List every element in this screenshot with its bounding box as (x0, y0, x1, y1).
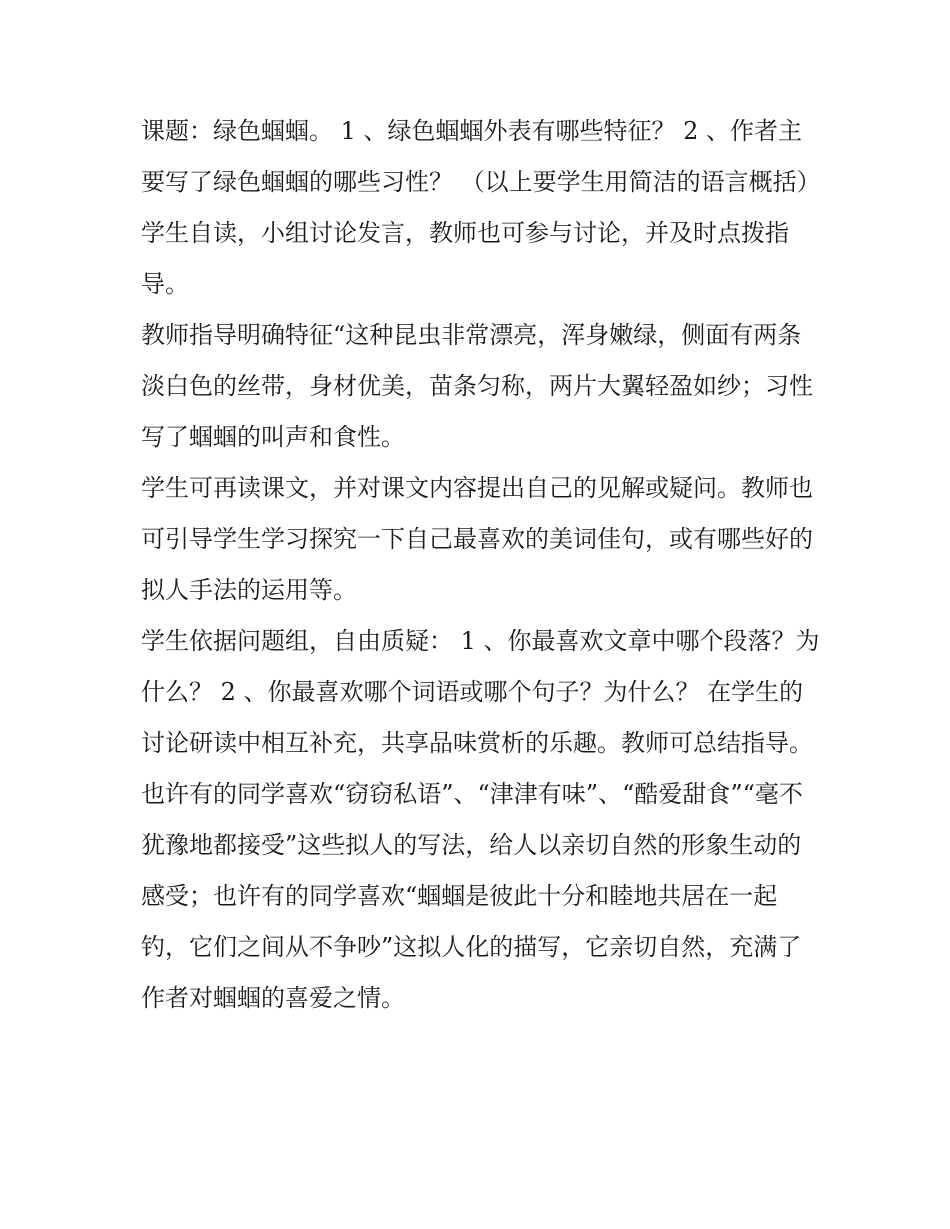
paragraph-self-reading: 学生自读，小组讨论发言，教师也可参与讨论，并及时点拨指导。 (141, 219, 789, 298)
paragraph-reread-text: 学生可再读课文，并对课文内容提出自己的见解或疑问。教师也可引导学生学习探究一下自己最喜欢的美词佳句，或有哪些好的拟人手法的运用等。 (141, 474, 813, 604)
paragraph-personification: 也许有的同学喜欢“窃窃私语”、“津津有味”、“酷爱甜食”“毫不犹豫地都接受”这些拟人的写法，给人以亲切自然的形象生动的感受；也许有的同学喜欢“蝈蝈是彼此十分和睦地共居在一起钓，它们之间从不争吵”这拟人化的描写，它亲切自然，充满了作者对蝈蝈的喜爱之情。 (141, 780, 803, 1012)
document-body (141, 106, 821, 1024)
paragraph-question-group: 学生依据问题组，自由质疑： 1 、你最喜欢文章中哪个段落？为什么？ 2 、你最喜欢哪个词语或哪个句子？为什么？ 在学生的讨论研读中相互补充，共享品味赏析的乐趣。教师可总结指导。 (141, 627, 820, 757)
paragraph-topic-questions: 课题：绿色蝈蝈。 1 、绿色蝈蝈外表有哪些特征？ 2 、作者主要写了绿色蝈蝈的哪些习性？ （以上要学生用简洁的语言概括） (141, 117, 821, 196)
paragraph-teacher-guidance: 教师指导明确特征“这种昆虫非常漂亮，浑身嫩绿，侧面有两条淡白色的丝带，身材优美，苗条匀称，两片大翼轻盈如纱；习性写了蝈蝈的叫声和食性。 (141, 321, 813, 451)
